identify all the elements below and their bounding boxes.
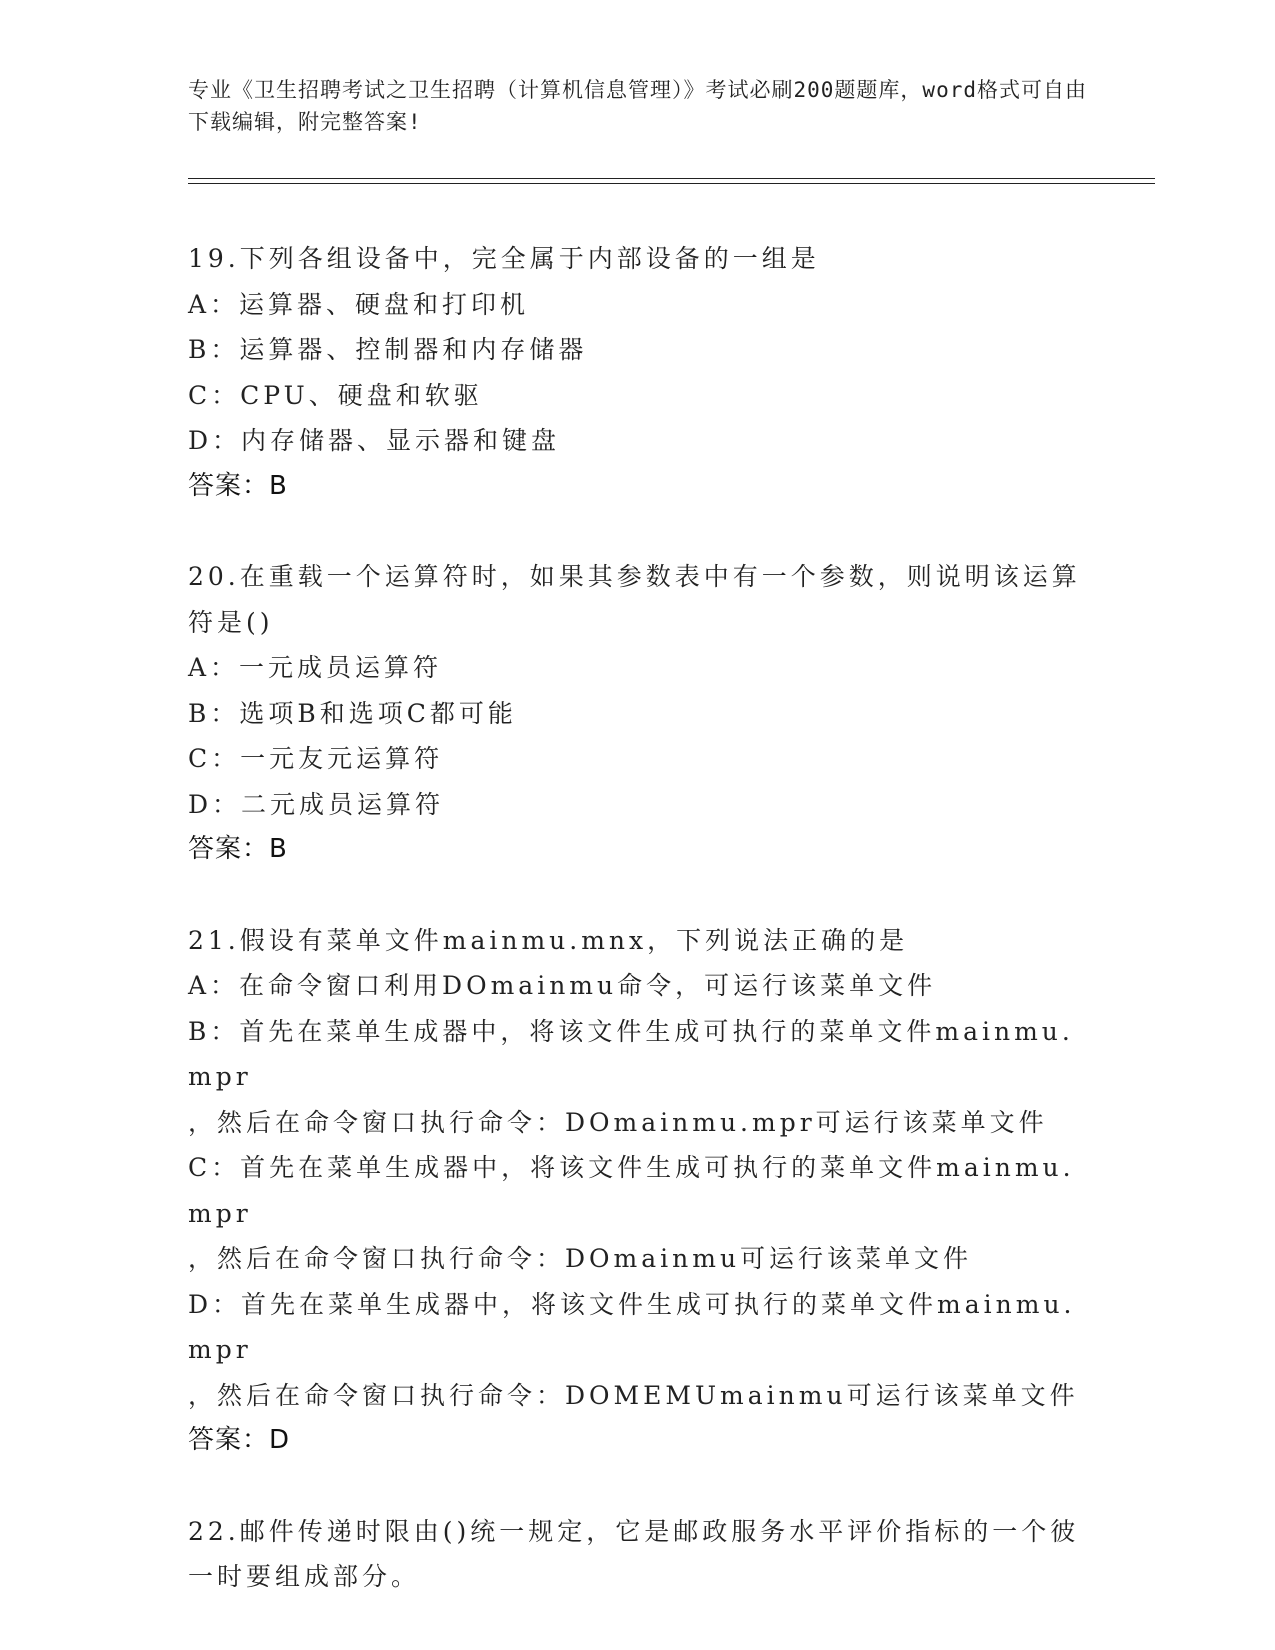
option-b: B：选项B和选项C都可能 [188,698,517,728]
option-c-continued: ，然后在命令窗口执行命令：DOmainmu可运行该菜单文件 [188,1244,973,1273]
option-b: B：运算器、控制器和内存储器 [188,335,588,364]
question-20 [188,554,1088,873]
question-list [188,236,1088,1645]
question-19 [188,236,1088,509]
option-d: D：内存储器、显示器和键盘 [188,426,561,455]
question-21 [188,918,1088,1464]
answer: 答案：B [188,834,288,864]
question-stem: 19.下列各组设备中，完全属于内部设备的一组是 [188,244,820,273]
option-a: A：运算器、硬盘和打印机 [188,289,530,319]
option-c: C：首先在菜单生成器中，将该文件生成可执行的菜单文件mainmu.mpr [188,1153,1075,1228]
question-stem: 20.在重载一个运算符时，如果其参数表中有一个参数，则说明该运算 [188,562,1081,591]
question-stem: 22.邮件传递时限由()统一规定，它是邮政服务水平评价指标的一个彼 [188,1516,1080,1546]
answer: 答案：D [188,1425,291,1455]
question-stem-continued: 一时要组成部分。 [188,1562,421,1591]
header-rule-top [188,178,1155,179]
option-a: A：在命令窗口利用DOmainmu命令，可运行该菜单文件 [188,971,937,1000]
option-d: D：二元成员运算符 [188,789,445,819]
question-stem: 21.假设有菜单文件mainmu.mnx，下列说法正确的是 [188,925,909,955]
question-stem-continued: 符是() [188,607,274,637]
question-22 [188,1509,1088,1600]
option-c: C：CPU、硬盘和软驱 [188,380,483,410]
option-a: A：一元成员运算符 [188,653,443,682]
option-c: C：一元友元运算符 [188,744,444,773]
option-b-continued: ，然后在命令窗口执行命令：DOmainmu.mpr可运行该菜单文件 [188,1107,1048,1137]
option-d: D：首先在菜单生成器中，将该文件生成可执行的菜单文件mainmu.mpr [188,1289,1076,1364]
document-header: 专业《卫生招聘考试之卫生招聘（计算机信息管理）》考试必刷200题题库，word格式可自由下载编辑，附完整答案! [188,78,1087,134]
header-rule-bottom [188,183,1155,184]
option-d-continued: ，然后在命令窗口执行命令：DOMEMUmainmu可运行该菜单文件 [188,1380,1079,1410]
option-b: B：首先在菜单生成器中，将该文件生成可执行的菜单文件mainmu.mpr [188,1016,1074,1091]
answer: 答案：B [188,470,288,501]
